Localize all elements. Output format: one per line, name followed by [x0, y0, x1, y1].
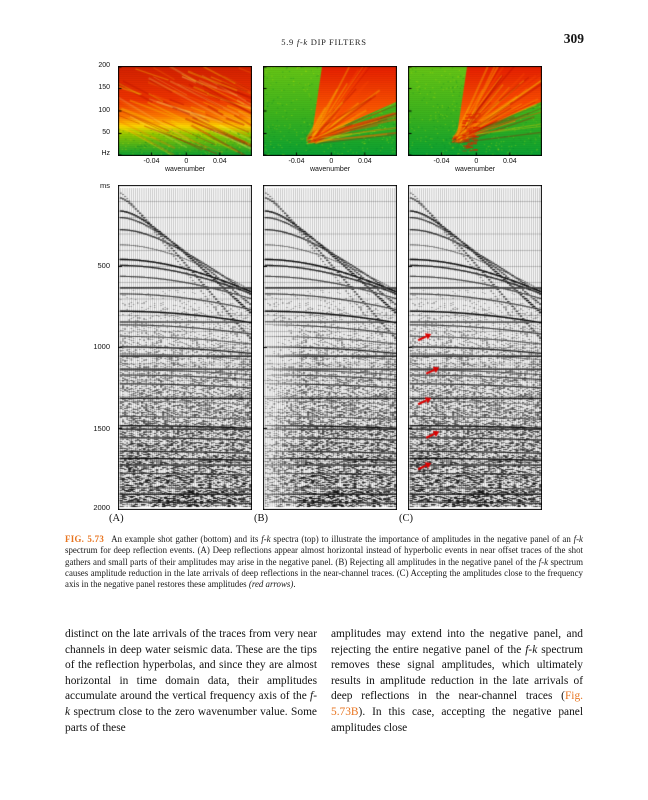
figure-caption: FIG. 5.73 An example shot gather (bottom) and its f-k spectra (top) to illustrate the importance of amplitudes in the negative panel of an f-k spectrum for deep reflection events. (A) Deep reflections appear almost horizontal instead of hyperbolic events in near offset traces of the shot gathers and small parts of their amplitudes may arise in the negative panel. (B) Rejecting all amplitudes in the negative panel of the f-k spectrum causes amplitude reduction in the late arrivals of deep reflections in the near-channel traces. (C) Accepting the amplitudes close to the frequency axis in the negative panel restores these amplitudes (red arrows).	[65, 534, 583, 590]
axis-tick-label: 0.04	[503, 158, 517, 165]
x-axis-label: wavenumber	[309, 166, 351, 173]
x-axis-label: wavenumber	[164, 166, 206, 173]
axis-tick-label: 0	[329, 158, 334, 165]
shot-gather-image-c	[408, 185, 542, 510]
axis-tick-label: -0.04	[433, 158, 450, 165]
axis-tick-label: 150	[98, 84, 110, 91]
axis-unit-label: ms	[100, 181, 110, 190]
fk-spectrum-image-c	[408, 66, 542, 156]
page-number: 309	[563, 31, 584, 46]
axis-tick-label: 2000	[93, 503, 110, 512]
panel-label-a: (A)	[109, 513, 124, 524]
body-column-left: distinct on the late arrivals of the traces from very near channels in deep water seismic data. These are the tips of the reflection hyperbolas, and since they are almost horizontal in time domain data, their amplitudes accumulate around the vertical frequency axis of the f-k spectrum close to the zero wavenumber value. Some parts of these	[65, 628, 317, 734]
spectra-y-axis	[76, 62, 114, 157]
axis-tick-label: 50	[102, 129, 110, 136]
axis-unit-label: Hz	[101, 150, 110, 157]
axis-tick-label: 1000	[93, 342, 110, 351]
panel-label-c: (C)	[399, 513, 413, 524]
shot-gather-panel-a	[118, 185, 252, 510]
shot-gather-image-a	[118, 185, 252, 510]
running-head: 5.9 f-k DIP FILTERS	[281, 37, 367, 47]
gather-y-axis	[76, 181, 114, 512]
figure-crossref-link[interactable]: Fig. 5.73B	[331, 690, 583, 718]
axis-tick-label: -0.04	[288, 158, 305, 165]
fk-spectrum-image-b	[263, 66, 397, 156]
fk-spectrum-panel-b	[263, 66, 397, 180]
fk-spectrum-panel-c	[408, 66, 542, 180]
axis-tick-label: 0.04	[213, 158, 227, 165]
caption-label: FIG. 5.73	[65, 534, 105, 544]
fk-spectrum-panel-a	[118, 66, 252, 180]
axis-tick-label: 0	[474, 158, 479, 165]
shot-gather-panel-c	[408, 185, 542, 510]
fk-spectrum-image-a	[118, 66, 252, 156]
shot-gather-panel-b	[263, 185, 397, 510]
axis-tick-label: 1500	[93, 424, 110, 433]
axis-tick-label: 0	[184, 158, 189, 165]
axis-tick-label: -0.04	[143, 158, 160, 165]
axis-tick-label: 500	[97, 261, 110, 270]
panel-label-b: (B)	[254, 513, 268, 524]
shot-gather-image-b	[263, 185, 397, 510]
body-column-right: amplitudes may extend into the negative panel, and rejecting the entire negative panel of the f-k spectrum removes these signal amplitudes, which ultimately results in amplitude reduction in the late arrivals of deep reflections in the near-channel traces (Fig. 5.73B). In this case, accepting the negative panel amplitudes close	[331, 628, 583, 734]
axis-tick-label: 0.04	[358, 158, 372, 165]
axis-tick-label: 100	[98, 107, 110, 114]
axis-tick-label: 200	[98, 62, 110, 69]
x-axis-label: wavenumber	[454, 166, 496, 173]
